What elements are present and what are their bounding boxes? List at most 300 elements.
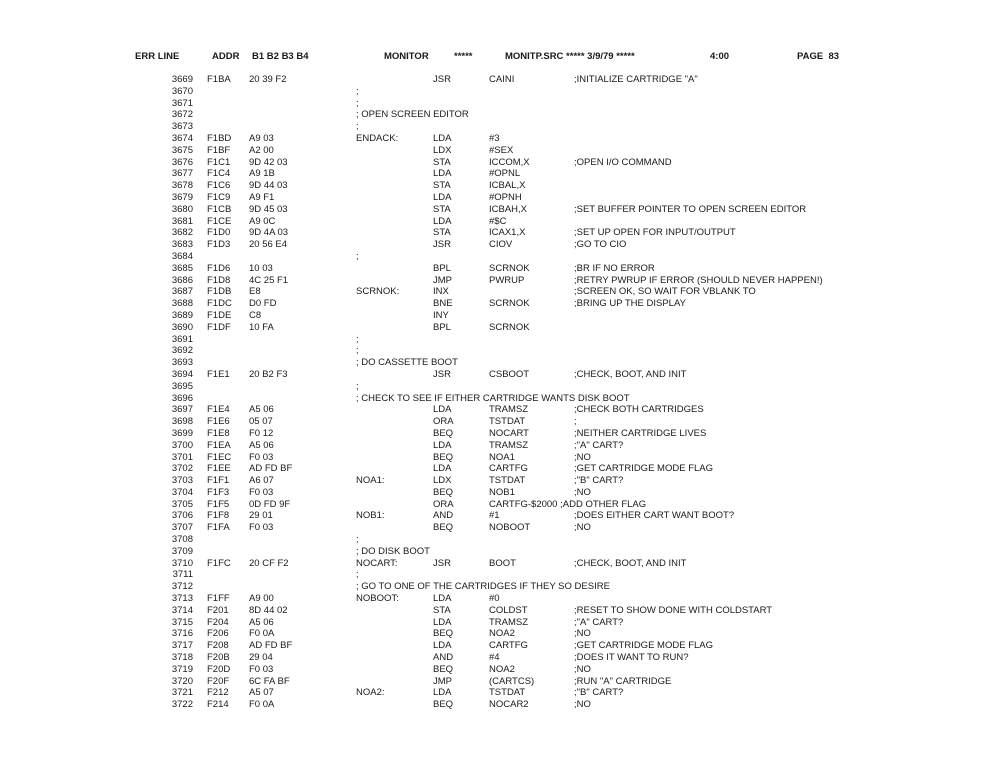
line-number: 3698 — [171, 416, 193, 428]
operand: TRAMSZ — [489, 439, 529, 451]
address: F201 — [207, 604, 229, 616]
object-bytes: 4C 25 F1 — [249, 274, 289, 286]
comment: ;NO — [574, 486, 591, 498]
listing-row — [0, 463, 1000, 475]
opcode: STA — [433, 156, 451, 168]
line-number: 3679 — [171, 191, 193, 203]
label: ; — [356, 85, 359, 97]
address: F1C9 — [207, 191, 231, 203]
opcode: BEQ — [433, 486, 454, 498]
listing-row — [0, 534, 1000, 546]
operand: NOA1 — [489, 451, 515, 463]
listing-row — [0, 310, 1000, 322]
line-number: 3704 — [171, 486, 193, 498]
operand: #OPNL — [489, 168, 521, 180]
listing-row — [0, 192, 1000, 204]
listing-row — [0, 640, 1000, 652]
object-bytes: 9D 45 03 — [249, 203, 288, 215]
opcode: BPL — [433, 321, 451, 333]
listing-row — [0, 334, 1000, 346]
listing-row — [0, 227, 1000, 239]
address: F1BD — [207, 132, 232, 144]
operand: NOCAR2 — [489, 699, 529, 711]
comment: ;NO — [574, 663, 591, 675]
operand: NOBOOT — [489, 522, 531, 534]
comment: ;CHECK, BOOT, AND INIT — [574, 557, 687, 569]
listing-row — [0, 74, 1000, 86]
object-bytes: 29 01 — [249, 510, 273, 522]
listing-row — [0, 687, 1000, 699]
line-number: 3703 — [171, 475, 193, 487]
object-bytes: 0D FD 9F — [249, 498, 291, 510]
opcode: LDA — [433, 687, 452, 699]
address: F1DF — [207, 321, 231, 333]
object-bytes: A6 07 — [249, 475, 274, 487]
line-number: 3711 — [172, 569, 193, 581]
header-err-line: ERR LINE — [135, 51, 180, 62]
comment: ;NO — [574, 451, 591, 463]
listing-row — [0, 499, 1000, 511]
label: ENDACK: — [356, 132, 399, 144]
line-number: 3718 — [171, 652, 193, 664]
operand: ICBAH,X — [489, 203, 528, 215]
line-number: 3700 — [171, 439, 193, 451]
listing-row — [0, 133, 1000, 145]
line-number: 3696 — [171, 392, 193, 404]
opcode: BEQ — [433, 522, 454, 534]
line-number: 3695 — [171, 380, 193, 392]
object-bytes: A2 00 — [249, 144, 274, 156]
comment: ;CHECK BOTH CARTRIDGES — [574, 404, 704, 416]
object-bytes: E8 — [249, 286, 261, 298]
opcode: JMP — [433, 274, 452, 286]
comment: ;DOES EITHER CART WANT BOOT? — [574, 510, 735, 522]
address: F1EE — [207, 463, 231, 475]
object-bytes: 20 56 E4 — [249, 239, 288, 251]
address: F20B — [207, 652, 230, 664]
address: F1CE — [207, 215, 232, 227]
opcode: INY — [433, 309, 449, 321]
listing-row — [0, 251, 1000, 263]
comment: ;GO TO CIO — [574, 239, 627, 251]
opcode: JMP — [433, 675, 452, 687]
listing-row — [0, 86, 1000, 98]
address: F1CB — [207, 203, 232, 215]
comment: ;NO — [574, 699, 591, 711]
listing-row — [0, 676, 1000, 688]
line-number: 3688 — [171, 298, 193, 310]
line-number: 3670 — [171, 85, 193, 97]
opcode: AND — [433, 510, 454, 522]
opcode: BEQ — [433, 451, 454, 463]
operand: #$C — [489, 215, 507, 227]
opcode: ORA — [433, 498, 454, 510]
listing-row — [0, 275, 1000, 287]
listing-row — [0, 286, 1000, 298]
opcode: JSR — [433, 368, 451, 380]
line-number: 3673 — [171, 121, 193, 133]
object-bytes: F0 12 — [249, 427, 274, 439]
operand: CARTFG — [489, 640, 528, 652]
comment: ;CHECK, BOOT, AND INIT — [574, 368, 687, 380]
header-bytes: B1 B2 B3 B4 — [252, 51, 309, 62]
listing-row — [0, 204, 1000, 216]
listing-row — [0, 369, 1000, 381]
line-number: 3681 — [171, 215, 193, 227]
operand: NOA2 — [489, 663, 515, 675]
object-bytes: A9 F1 — [249, 191, 275, 203]
comment: ;DOES IT WANT TO RUN? — [574, 652, 689, 664]
object-bytes: 20 B2 F3 — [249, 368, 288, 380]
object-bytes: A9 00 — [249, 593, 274, 605]
operand: ICBAL,X — [489, 180, 526, 192]
opcode: STA — [433, 604, 451, 616]
listing-row — [0, 381, 1000, 393]
address: F1D0 — [207, 227, 231, 239]
label: ; — [356, 333, 359, 345]
object-bytes: 9D 44 03 — [249, 180, 288, 192]
listing-row — [0, 416, 1000, 428]
opcode: BEQ — [433, 699, 454, 711]
comment: ;NO — [574, 628, 591, 640]
object-bytes: C8 — [249, 309, 262, 321]
listing-row — [0, 109, 1000, 121]
label: NOA1: — [356, 475, 385, 487]
address: F20D — [207, 663, 231, 675]
operand: SCRNOK — [489, 298, 530, 310]
line-number: 3709 — [171, 545, 193, 557]
object-bytes: A5 07 — [249, 687, 274, 699]
line-number: 3675 — [171, 144, 193, 156]
object-bytes: 20 39 F2 — [249, 74, 287, 85]
header-page: PAGE 83 — [797, 51, 840, 62]
line-number: 3693 — [171, 357, 193, 369]
listing-row — [0, 605, 1000, 617]
label: ; OPEN SCREEN EDITOR — [356, 109, 469, 121]
opcode: LDA — [433, 463, 452, 475]
opcode: STA — [433, 180, 451, 192]
label: ; CHECK TO SEE IF EITHER CARTRIDGE WANTS DISK BOOT — [356, 392, 630, 404]
listing-row — [0, 475, 1000, 487]
operand: CAINI — [489, 74, 515, 85]
opcode: LDA — [433, 168, 452, 180]
listing-row — [0, 121, 1000, 133]
line-number: 3669 — [171, 74, 193, 85]
line-number: 3708 — [171, 534, 193, 546]
address: F208 — [207, 640, 229, 652]
operand: ICAX1,X — [489, 227, 526, 239]
opcode: LDA — [433, 191, 452, 203]
line-number: 3692 — [171, 345, 193, 357]
address: F1E1 — [207, 368, 230, 380]
comment: ;NEITHER CARTRIDGE LIVES — [574, 427, 707, 439]
listing-row — [0, 522, 1000, 534]
label: NOA2: — [356, 687, 385, 699]
address: F1C1 — [207, 156, 231, 168]
operand: TRAMSZ — [489, 616, 529, 628]
opcode: BNE — [433, 298, 453, 310]
comment: ;NO — [574, 522, 591, 534]
object-bytes: AD FD BF — [249, 640, 293, 652]
object-bytes: 29 04 — [249, 652, 273, 664]
address: F1C4 — [207, 168, 231, 180]
line-number: 3721 — [171, 687, 193, 699]
opcode: LDA — [433, 593, 452, 605]
operand: TSTDAT — [489, 416, 526, 428]
listing-row — [0, 569, 1000, 581]
object-bytes: 20 CF F2 — [249, 557, 289, 569]
operand: ICCOM,X — [489, 156, 530, 168]
header-addr: ADDR — [212, 51, 240, 62]
opcode: JSR — [433, 74, 451, 85]
header-time: 4:00 — [710, 51, 730, 62]
listing-row — [0, 180, 1000, 192]
address: F1BA — [207, 74, 231, 85]
object-bytes: A5 06 — [249, 439, 274, 451]
line-number: 3716 — [171, 628, 193, 640]
comment: ;GET CARTRIDGE MODE FLAG — [574, 640, 714, 652]
listing-row — [0, 322, 1000, 334]
line-number: 3712 — [171, 581, 193, 593]
opcode: STA — [433, 227, 451, 239]
operand: CSBOOT — [489, 368, 530, 380]
object-bytes: 9D 4A 03 — [249, 227, 289, 239]
operand: BOOT — [489, 557, 516, 569]
label: ; — [356, 121, 359, 133]
line-number: 3694 — [171, 368, 193, 380]
line-number: 3719 — [171, 663, 193, 675]
listing-row — [0, 628, 1000, 640]
listing-row — [0, 263, 1000, 275]
comment: ;"A" CART? — [574, 439, 624, 451]
comment: ;RETRY PWRUP IF ERROR (SHOULD NEVER HAPPEN!) — [574, 274, 823, 286]
label: ; — [356, 380, 359, 392]
object-bytes: F0 03 — [249, 451, 274, 463]
comment: ; — [574, 416, 577, 428]
listing-row — [0, 546, 1000, 558]
listing-row — [0, 98, 1000, 110]
line-number: 3706 — [171, 510, 193, 522]
object-bytes: A5 06 — [249, 404, 274, 416]
listing-row — [0, 428, 1000, 440]
opcode: JSR — [433, 239, 451, 251]
object-bytes: 05 07 — [249, 416, 273, 428]
object-bytes: 8D 44 02 — [249, 604, 288, 616]
object-bytes: 9D 42 03 — [249, 156, 288, 168]
opcode: LDA — [433, 616, 452, 628]
label: NOB1: — [356, 510, 385, 522]
label: ; — [356, 569, 359, 581]
listing-row — [0, 404, 1000, 416]
opcode: BEQ — [433, 628, 454, 640]
address: F1D3 — [207, 239, 231, 251]
opcode: LDX — [433, 475, 452, 487]
opcode: LDA — [433, 439, 452, 451]
comment: ;BR IF NO ERROR — [574, 262, 655, 274]
opcode: ORA — [433, 416, 454, 428]
opcode: BEQ — [433, 663, 454, 675]
label: ; — [356, 97, 359, 109]
listing-row — [0, 145, 1000, 157]
address: F1E4 — [207, 404, 230, 416]
operand: SCRNOK — [489, 262, 530, 274]
line-number: 3697 — [171, 404, 193, 416]
listing-row — [0, 510, 1000, 522]
line-number: 3689 — [171, 309, 193, 321]
opcode: BEQ — [433, 427, 454, 439]
object-bytes: F0 03 — [249, 486, 274, 498]
listing-row — [0, 357, 1000, 369]
operand: #SEX — [489, 144, 514, 156]
operand: #0 — [489, 593, 500, 605]
header-program: MONITOR — [384, 51, 429, 62]
operand: #1 — [489, 510, 500, 522]
address: F1E8 — [207, 427, 230, 439]
object-bytes: A5 06 — [249, 616, 274, 628]
address: F1D8 — [207, 274, 231, 286]
operand: (CARTCS) — [489, 675, 535, 687]
comment: ;"A" CART? — [574, 616, 624, 628]
line-number: 3707 — [171, 522, 193, 534]
address: F20F — [207, 675, 230, 687]
comment: ;INITIALIZE CARTRIDGE "A" — [574, 74, 698, 85]
address: F1DE — [207, 309, 232, 321]
line-number: 3702 — [171, 463, 193, 475]
address: F1DC — [207, 298, 232, 310]
operand: SCRNOK — [489, 321, 530, 333]
line-number: 3705 — [171, 498, 193, 510]
label: NOBOOT: — [356, 593, 399, 605]
object-bytes: AD FD BF — [249, 463, 293, 475]
object-bytes: F0 0A — [249, 699, 275, 711]
opcode: JSR — [433, 557, 451, 569]
operand: COLDST — [489, 604, 528, 616]
operand: CARTFG — [489, 463, 528, 475]
line-number: 3720 — [171, 675, 193, 687]
line-number: 3687 — [171, 286, 193, 298]
address: F204 — [207, 616, 229, 628]
operand: #3 — [489, 132, 500, 144]
operand: TSTDAT — [489, 687, 526, 699]
operand: #4 — [489, 652, 500, 664]
line-number: 3686 — [171, 274, 193, 286]
line-number: 3715 — [171, 616, 193, 628]
address: F212 — [207, 687, 229, 699]
label: ; — [356, 250, 359, 262]
line-number: 3701 — [171, 451, 193, 463]
line-number: 3680 — [171, 203, 193, 215]
listing-row — [0, 581, 1000, 593]
line-number: 3685 — [171, 262, 193, 274]
operand: PWRUP — [489, 274, 525, 286]
object-bytes: 6C FA BF — [249, 675, 290, 687]
object-bytes: 10 FA — [249, 321, 274, 333]
comment: ;OPEN I/O COMMAND — [574, 156, 672, 168]
listing-row — [0, 157, 1000, 169]
line-number: 3682 — [171, 227, 193, 239]
listing-row — [0, 699, 1000, 711]
operand: TSTDAT — [489, 475, 526, 487]
listing-row — [0, 345, 1000, 357]
comment: ;RESET TO SHOW DONE WITH COLDSTART — [574, 604, 773, 616]
listing-row — [0, 664, 1000, 676]
address: F1FC — [207, 557, 231, 569]
operand: #OPNH — [489, 191, 522, 203]
operand: NOB1 — [489, 486, 515, 498]
address: F1E6 — [207, 416, 230, 428]
line-number: 3678 — [171, 180, 193, 192]
comment: ;BRING UP THE DISPLAY — [574, 298, 686, 310]
operand: CARTFG-$2000 ;ADD OTHER FLAG — [489, 498, 647, 510]
header-file: MONITP.SRC ***** 3/9/79 ***** — [505, 51, 635, 62]
address: F1F1 — [207, 475, 230, 487]
line-number: 3676 — [171, 156, 193, 168]
opcode: STA — [433, 203, 451, 215]
comment: ;SCREEN OK, SO WAIT FOR VBLANK TO — [574, 286, 756, 298]
object-bytes: A9 1B — [249, 168, 275, 180]
listing-row — [0, 558, 1000, 570]
line-number: 3722 — [171, 699, 193, 711]
opcode: LDA — [433, 640, 452, 652]
line-number: 3684 — [171, 250, 193, 262]
operand: NOA2 — [489, 628, 515, 640]
opcode: LDA — [433, 404, 452, 416]
operand: CIOV — [489, 239, 513, 251]
opcode: AND — [433, 652, 454, 664]
line-number: 3671 — [171, 97, 193, 109]
line-number: 3683 — [171, 239, 193, 251]
address: F1FA — [207, 522, 230, 534]
label: ; — [356, 345, 359, 357]
line-number: 3674 — [171, 132, 193, 144]
object-bytes: D0 FD — [249, 298, 277, 310]
address: F1D6 — [207, 262, 231, 274]
listing-row — [0, 216, 1000, 228]
label: ; DO DISK BOOT — [356, 545, 430, 557]
address: F214 — [207, 699, 229, 711]
opcode: BPL — [433, 262, 451, 274]
listing-row — [0, 652, 1000, 664]
comment: ;SET BUFFER POINTER TO OPEN SCREEN EDITOR — [574, 203, 807, 215]
comment: ;SET UP OPEN FOR INPUT/OUTPUT — [574, 227, 736, 239]
label: ; DO CASSETTE BOOT — [356, 357, 458, 369]
line-number: 3690 — [171, 321, 193, 333]
opcode: LDX — [433, 144, 452, 156]
listing-row — [0, 593, 1000, 605]
page-header — [0, 50, 1000, 64]
label: ; — [356, 534, 359, 546]
listing-row — [0, 393, 1000, 405]
address: F1EA — [207, 439, 231, 451]
address: F1DB — [207, 286, 232, 298]
operand: NOCART — [489, 427, 529, 439]
address: F1F5 — [207, 498, 230, 510]
assembly-listing — [0, 74, 1000, 711]
address: F1F3 — [207, 486, 230, 498]
address: F1EC — [207, 451, 232, 463]
line-number: 3699 — [171, 427, 193, 439]
label: NOCART: — [356, 557, 398, 569]
listing-row — [0, 298, 1000, 310]
opcode: LDA — [433, 215, 452, 227]
address: F1F8 — [207, 510, 230, 522]
comment: ;"B" CART? — [574, 475, 624, 487]
comment: ;RUN "A" CARTRIDGE — [574, 675, 672, 687]
header-stars: ***** — [454, 51, 473, 62]
address: F1FF — [207, 593, 230, 605]
object-bytes: F0 03 — [249, 522, 274, 534]
line-number: 3714 — [171, 604, 193, 616]
